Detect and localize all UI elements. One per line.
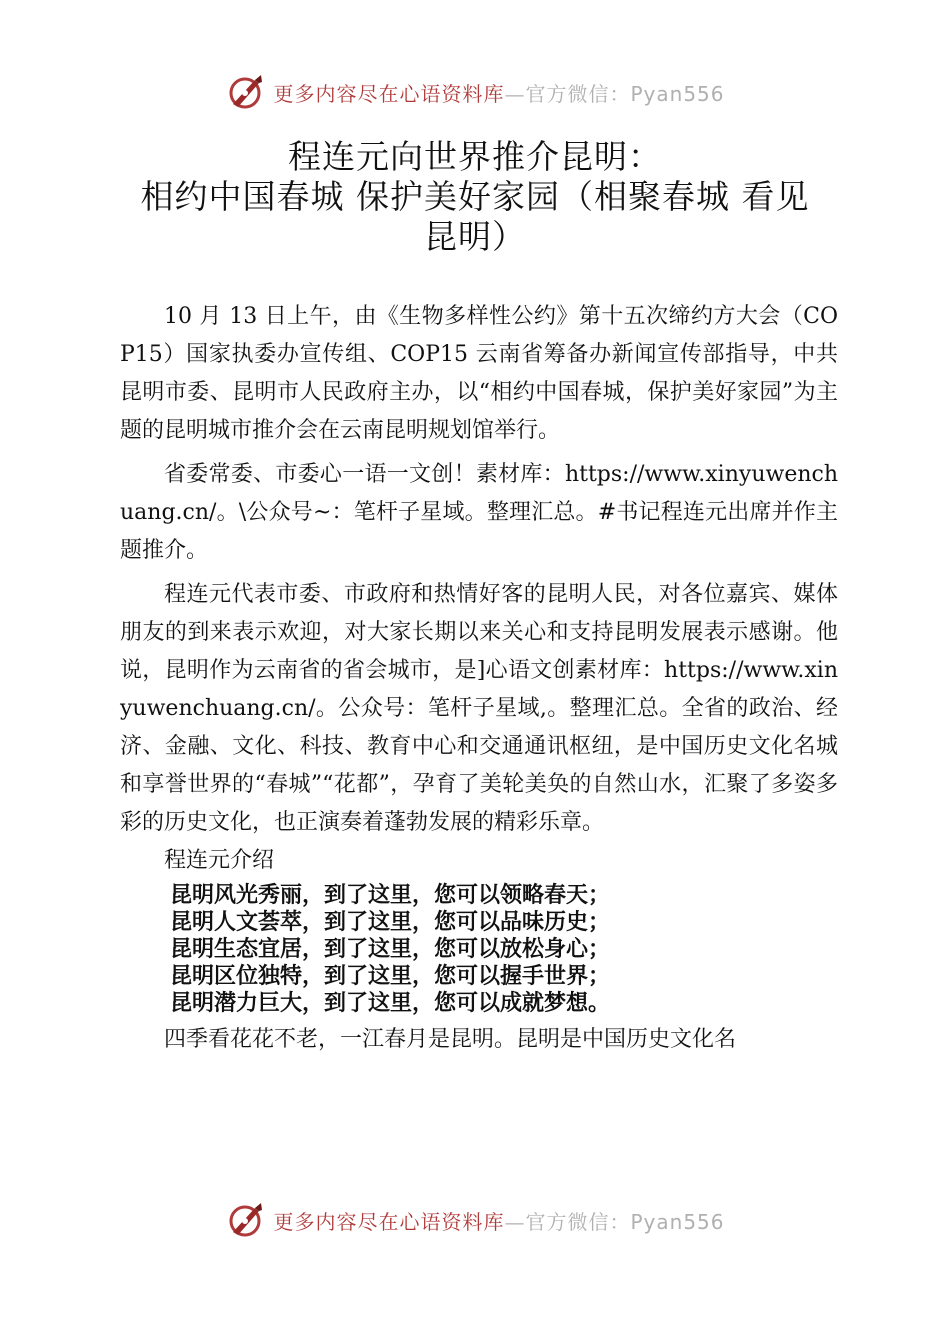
watermark-wechat-id: Pyan556 [630, 81, 725, 106]
title-line-2: 相约中国春城 保护美好家园（相聚春城 看见 [140, 177, 810, 216]
watermark-wechat-id: Pyan556 [630, 1209, 725, 1234]
watermark-dash: — [504, 1209, 526, 1234]
document-body [120, 298, 838, 1059]
paragraph-3: 程连元代表市委、市政府和热情好客的昆明人民，对各位嘉宾、媒体朋友的到来表示欢迎，对大家长期以来关心和支持昆明发展表示感谢。他说，昆明作为云南省的省会城市，是]心语文创素材库：https://www.xinyuwenchuang.cn/。公众号：笔杆子星域,。整理汇总。全省的政治、经济、金融、文化、科技、教育中心和交通通讯枢纽，是中国历史文化名城和享誉世界的“春城”“花都”，孕育了美轮美奂的自然山水，汇聚了多姿多彩的历史文化，也正演奏着蓬勃发展的精彩乐章。 [120, 582, 838, 835]
watermark-dash: — [504, 81, 526, 106]
paragraph-2: 省委常委、市委心一语一文创！素材库：https://www.xinyuwenchuang.cn/。\公众号~：笔杆子星域。整理汇总。#书记程连元出席并作主题推介。 [120, 462, 838, 563]
watermark-sub-text: 官方微信： [525, 81, 631, 106]
highlight-line-5: 昆明潜力巨大，到了这里，您可以成就梦想。 [170, 991, 611, 1016]
watermark-main-text: 更多内容尽在心语资料库 [273, 81, 505, 106]
document-title [100, 137, 850, 257]
header-watermark [0, 70, 950, 114]
watermark-main-text: 更多内容尽在心语资料库 [273, 1209, 505, 1234]
watermark-text [273, 1206, 724, 1235]
intro-label: 程连元介绍 [164, 848, 275, 873]
pen-logo-icon [225, 72, 265, 112]
paragraph-4: 四季看花花不老，一江春月是昆明。昆明是中国历史文化名 [164, 1027, 737, 1052]
paragraph-1: 10 月 13 日上午，由《生物多样性公约》第十五次缔约方大会（COP15）国家执委办宣传组、COP15 云南省筹备办新闻宣传部指导，中共昆明市委、昆明市人民政府主办，以“相约中国春城，保护美好家园”为主题的昆明城市推介会在云南昆明规划馆举行。 [120, 304, 838, 443]
pen-logo-icon [225, 1200, 265, 1240]
highlight-line-3: 昆明生态宜居，到了这里，您可以放松身心； [170, 937, 611, 962]
title-line-1: 程连元向世界推介昆明： [288, 137, 662, 176]
highlight-line-2: 昆明人文荟萃，到了这里，您可以品味历史； [170, 910, 611, 935]
highlight-line-1: 昆明风光秀丽，到了这里，您可以领略春天； [170, 883, 611, 908]
watermark-text [273, 78, 724, 107]
watermark-sub-text: 官方微信： [525, 1209, 631, 1234]
title-line-3: 昆明） [424, 217, 526, 256]
highlight-block [120, 882, 838, 1017]
footer-watermark [0, 1198, 950, 1242]
highlight-line-4: 昆明区位独特，到了这里，您可以握手世界； [170, 964, 611, 989]
